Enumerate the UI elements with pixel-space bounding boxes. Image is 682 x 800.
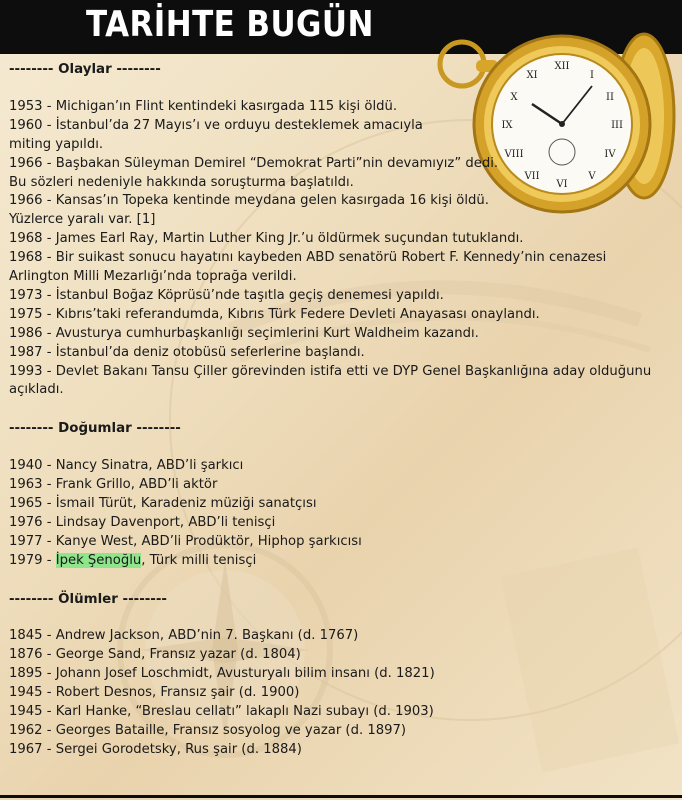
svg-text:III: III xyxy=(611,120,623,131)
svg-text:VI: VI xyxy=(556,179,568,190)
list-item: 1967 - Sergei Gorodetsky, Rus şair (d. 1884) xyxy=(9,741,302,757)
svg-text:XII: XII xyxy=(554,61,570,72)
list-item-highlighted xyxy=(9,552,669,571)
svg-text:VII: VII xyxy=(524,171,540,182)
svg-text:V: V xyxy=(588,171,596,182)
list-item: 1960 - İstanbul’da 27 Mayıs’ı ve orduyu desteklemek amacıyla miting yapıldı. xyxy=(9,117,423,152)
list-item: 1963 - Frank Grillo, ABD’li aktör xyxy=(9,477,218,493)
content xyxy=(9,60,669,760)
list-item: 1845 - Andrew Jackson, ABD’nin 7. Başkanı (d. 1767) xyxy=(9,628,359,644)
list-item: 1976 - Lindsay Davenport, ABD’li tenisçi xyxy=(9,514,276,530)
events-section-title: -------- Olaylar -------- xyxy=(9,62,161,77)
list-item: 1966 - Kansas’ın Topeka kentinde meydana gelen kasırgada 16 kişi öldü. Yüzlerce yaralı var. [1] xyxy=(9,193,489,228)
svg-text:X: X xyxy=(510,92,518,103)
list-item: 1876 - George Sand, Fransız yazar (d. 1804) xyxy=(9,647,301,663)
list-item: 1953 - Michigan’ın Flint kentindeki kasırgada 115 kişi öldü. xyxy=(9,98,398,114)
list-item: 1987 - İstanbul’da deniz otobüsü seferlerine başlandı. xyxy=(9,344,365,360)
svg-text:II: II xyxy=(606,92,614,103)
list-item: 1965 - İsmail Türüt, Karadeniz müziği sanatçısı xyxy=(9,495,317,511)
highlighted-name: İpek Şenoğlu xyxy=(55,552,142,568)
list-item: 1986 - Avusturya cumhurbaşkanlığı seçimlerini Kurt Waldheim kazandı. xyxy=(9,325,479,341)
svg-text:IX: IX xyxy=(501,120,513,131)
svg-text:XI: XI xyxy=(526,70,538,81)
list-item: 1973 - İstanbul Boğaz Köprüsü’nde taşıtla geçiş denemesi yapıldı. xyxy=(9,287,444,303)
births-list xyxy=(9,457,669,570)
list-item: 1962 - Georges Bataille, Fransız sosyolog ve yazar (d. 1897) xyxy=(9,722,407,738)
svg-text:I: I xyxy=(590,70,594,81)
list-item: 1940 - Nancy Sinatra, ABD’li şarkıcı xyxy=(9,458,244,474)
list-item: 1968 - James Earl Ray, Martin Luther King Jr.’u öldürmek suçundan tutuklandı. xyxy=(9,231,524,247)
list-item: 1975 - Kıbrıs’taki referandumda, Kıbrıs Türk Federe Devleti Anayasası onaylandı. xyxy=(9,306,540,322)
deaths-list xyxy=(9,627,669,759)
list-item: 1977 - Kanye West, ABD’li Prodüktör, Hiphop şarkıcısı xyxy=(9,533,362,549)
item-prefix: 1979 - xyxy=(9,552,56,568)
list-item: 1895 - Johann Josef Loschmidt, Avusturyalı bilim insanı (d. 1821) xyxy=(9,666,435,682)
list-item: 1968 - Bir suikast sonucu hayatını kaybeden ABD senatörü Robert F. Kennedy’nin cenazesi Arlington Milli Mezarlığı’nda toprağa verildi. xyxy=(9,250,607,285)
events-list xyxy=(9,98,669,401)
list-item: 1993 - Devlet Bakanı Tansu Çiller görevinden istifa etti ve DYP Genel Başkanlığına aday olduğunu açıkladı. xyxy=(9,363,652,398)
births-section-title: -------- Doğumlar -------- xyxy=(9,421,181,437)
list-item: 1966 - Başbakan Süleyman Demirel “Demokrat Parti”nin devamıyız” dedi. Bu sözleri nedeniyle hakkında soruşturma başlatıldı. xyxy=(9,155,499,190)
list-item: 1945 - Karl Hanke, “Breslau cellatı” lakaplı Nazi subayı (d. 1903) xyxy=(9,704,434,720)
svg-text:IV: IV xyxy=(604,149,616,160)
svg-text:VIII: VIII xyxy=(504,149,524,160)
item-suffix: , Türk milli tenisçi xyxy=(141,552,257,568)
list-item: 1945 - Robert Desnos, Fransız şair (d. 1900) xyxy=(9,685,300,701)
page-title: TARİHTE BUGÜN xyxy=(86,4,374,45)
bottom-divider xyxy=(0,795,682,798)
deaths-section-title: -------- Ölümler -------- xyxy=(9,591,167,607)
